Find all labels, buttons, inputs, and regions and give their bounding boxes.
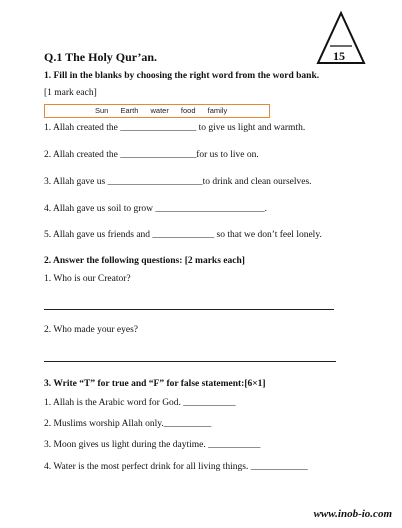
fill-blank-item-2: 2. Allah created the ________________for us to live on. bbox=[44, 150, 259, 160]
fill-blank-item-4: 4. Allah gave us soil to grow _______________________. bbox=[44, 204, 267, 214]
true-false-title: 3. Write “T” for true and “F” for false statement:[6×1] bbox=[44, 379, 266, 389]
word-bank bbox=[44, 104, 270, 118]
answer-questions-title: 2. Answer the following questions: [2 marks each] bbox=[44, 256, 245, 266]
true-false-item-4: 4. Water is the most perfect drink for all living things. ____________ bbox=[44, 462, 308, 472]
word-bank-item: water bbox=[150, 106, 169, 115]
footer-url: www.inob-io.com bbox=[313, 508, 392, 520]
score-value: 15 bbox=[333, 49, 345, 63]
fill-blank-item-3: 3. Allah gave us ____________________to drink and clean ourselves. bbox=[44, 177, 312, 187]
word-bank-item: Sun bbox=[95, 106, 109, 115]
fill-blank-item-5: 5. Allah gave us friends and _____________ so that we don’t feel lonely. bbox=[44, 230, 322, 240]
true-false-item-1: 1. Allah is the Arabic word for God. ___________ bbox=[44, 398, 236, 408]
answer-line-1 bbox=[44, 309, 334, 310]
section-title: Q.1 The Holy Qur’an. bbox=[44, 50, 158, 64]
question-1: 1. Who is our Creator? bbox=[44, 274, 131, 284]
true-false-item-2: 2. Muslims worship Allah only.__________ bbox=[44, 419, 212, 429]
fill-blank-item-1: 1. Allah created the ________________ to give us light and warmth. bbox=[44, 123, 306, 133]
marks-note: [1 mark each] bbox=[44, 88, 97, 98]
question-2: 2. Who made your eyes? bbox=[44, 325, 139, 335]
fill-blanks-instruction: 1. Fill in the blanks by choosing the right word from the word bank. bbox=[44, 71, 320, 81]
true-false-item-3: 3. Moon gives us light during the daytime. ___________ bbox=[44, 440, 261, 450]
answer-line-2 bbox=[44, 361, 336, 362]
word-bank-item: family bbox=[207, 106, 228, 115]
word-bank-item: food bbox=[180, 106, 196, 115]
word-bank-item: Earth bbox=[120, 106, 139, 115]
